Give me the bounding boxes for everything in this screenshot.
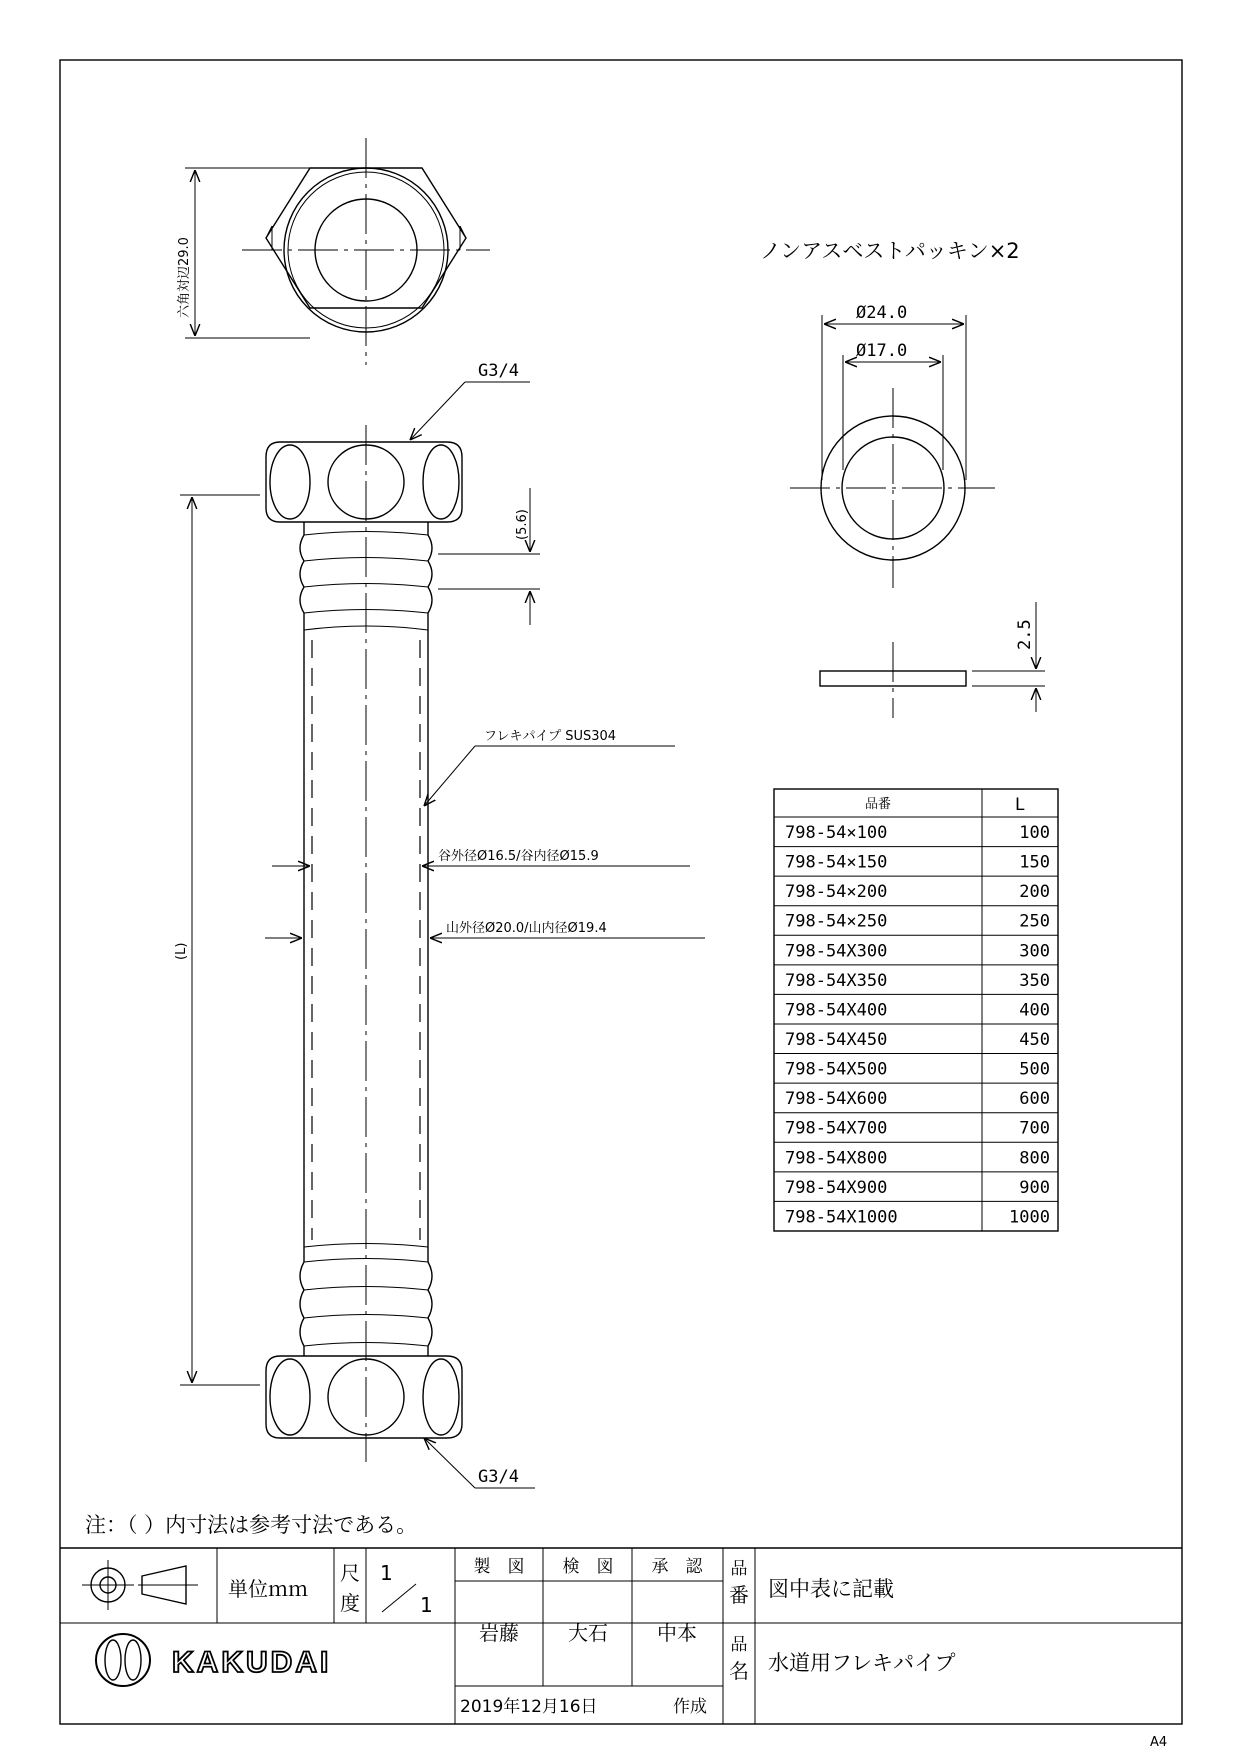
- note-text: 注：（ ）内寸法は参考寸法である。: [85, 1513, 418, 1537]
- length-label: (L): [174, 942, 189, 960]
- packing-thickness-label: 2.5: [1015, 619, 1035, 650]
- part-no-label-2: 番: [729, 1583, 749, 1607]
- table-row-code: 798-54X700: [785, 1118, 888, 1139]
- table-row-code: 798-54X400: [785, 1000, 888, 1021]
- checked-by: 大石: [568, 1621, 608, 1645]
- table-row-code: 798-54X600: [785, 1089, 888, 1110]
- packing-view: [760, 239, 1045, 718]
- creation-suffix: 作成: [673, 1697, 707, 1717]
- table-row-length: 300: [1019, 941, 1050, 962]
- peak-diameter-dimension: [265, 920, 705, 938]
- peak-diameter-label: 山外径Ø20.0/山内径Ø19.4: [446, 921, 607, 936]
- thread-top-label: G3/4: [478, 361, 519, 381]
- kakudai-logo: [96, 1634, 331, 1686]
- table-row-code: 798-54×250: [785, 911, 888, 932]
- drawn-by: 岩藤: [479, 1621, 519, 1645]
- table-row-code: 798-54X500: [785, 1059, 888, 1080]
- table-row-length: 350: [1019, 970, 1050, 991]
- checked-label: 検 図: [562, 1557, 614, 1577]
- table-row-code: 798-54X450: [785, 1029, 888, 1050]
- unit-label: 単位ｍｍ: [228, 1577, 308, 1601]
- size-table: [774, 789, 1058, 1231]
- length-dimension: [174, 495, 260, 1385]
- scale-label-1: 尺: [340, 1561, 360, 1585]
- scale-label-2: 度: [340, 1591, 360, 1615]
- packing-outer-label: Ø24.0: [856, 303, 908, 323]
- table-row-length: 400: [1019, 1000, 1050, 1021]
- table-row-length: 200: [1019, 882, 1050, 903]
- part-no-value: 図中表に記載: [768, 1577, 894, 1601]
- title-block: [60, 1548, 1182, 1724]
- table-row-code: 798-54X350: [785, 970, 888, 991]
- part-no-label-1: 品: [730, 1559, 748, 1579]
- valley-diameter-label: 谷外径Ø16.5/谷内径Ø15.9: [438, 849, 599, 864]
- table-row-length: 250: [1019, 911, 1050, 932]
- table-row-length: 450: [1019, 1029, 1050, 1050]
- flex-pipe-label: フレキパイプ SUS304: [484, 729, 617, 744]
- table-row-code: 798-54X800: [785, 1148, 888, 1169]
- table-header-length: L: [1014, 795, 1026, 815]
- hex-nut-end-view: [242, 138, 490, 365]
- part-name-value: 水道用フレキパイプ: [768, 1651, 956, 1675]
- packing-label: ノンアスベストパッキン×2: [760, 239, 1020, 263]
- approved-by: 中本: [657, 1621, 697, 1645]
- table-row-length: 100: [1019, 823, 1050, 843]
- table-row-length: 700: [1019, 1118, 1050, 1139]
- table-row-code: 798-54X900: [785, 1177, 888, 1198]
- company-name: KAKUDAI: [172, 1646, 332, 1679]
- table-row-code: 798-54X1000: [785, 1207, 898, 1228]
- packing-inner-label: Ø17.0: [856, 341, 908, 361]
- thread-bottom-label: G3/4: [478, 1467, 519, 1487]
- table-row-length: 1000: [1009, 1207, 1050, 1228]
- table-row-length: 600: [1019, 1089, 1050, 1110]
- table-row-length: 150: [1019, 852, 1050, 873]
- table-row-length: 800: [1019, 1148, 1050, 1169]
- drawn-label: 製 図: [473, 1557, 525, 1577]
- table-row-code: 798-54X300: [785, 941, 888, 962]
- scale-denominator: 1: [420, 1593, 433, 1617]
- drawing-border: [60, 60, 1182, 1724]
- creation-date: 2019年12月16日: [460, 1697, 598, 1717]
- table-row-length: 900: [1019, 1177, 1050, 1198]
- projection-symbol-icon: [82, 1560, 198, 1610]
- pitch-label: (5.6): [515, 509, 530, 540]
- table-row-length: 500: [1019, 1059, 1050, 1080]
- part-name-label-1: 品: [730, 1635, 748, 1655]
- table-row-code: 798-54×200: [785, 882, 888, 903]
- approved-label: 承 認: [651, 1557, 703, 1577]
- table-row-code: 798-54×100: [785, 823, 888, 843]
- valley-diameter-dimension: [272, 848, 690, 866]
- scale-numerator: 1: [380, 1561, 393, 1585]
- flex-pipe-side-view: [266, 425, 462, 1462]
- table-header-code: 品番: [864, 797, 892, 812]
- part-name-label-2: 名: [729, 1659, 749, 1683]
- hex-width-dimension: [177, 168, 310, 338]
- table-row-code: 798-54×150: [785, 852, 888, 873]
- flex-pipe-leader: [424, 729, 675, 806]
- paper-size-label: A4: [1150, 1735, 1168, 1750]
- hex-width-label: 六角対辺29.0: [177, 237, 192, 318]
